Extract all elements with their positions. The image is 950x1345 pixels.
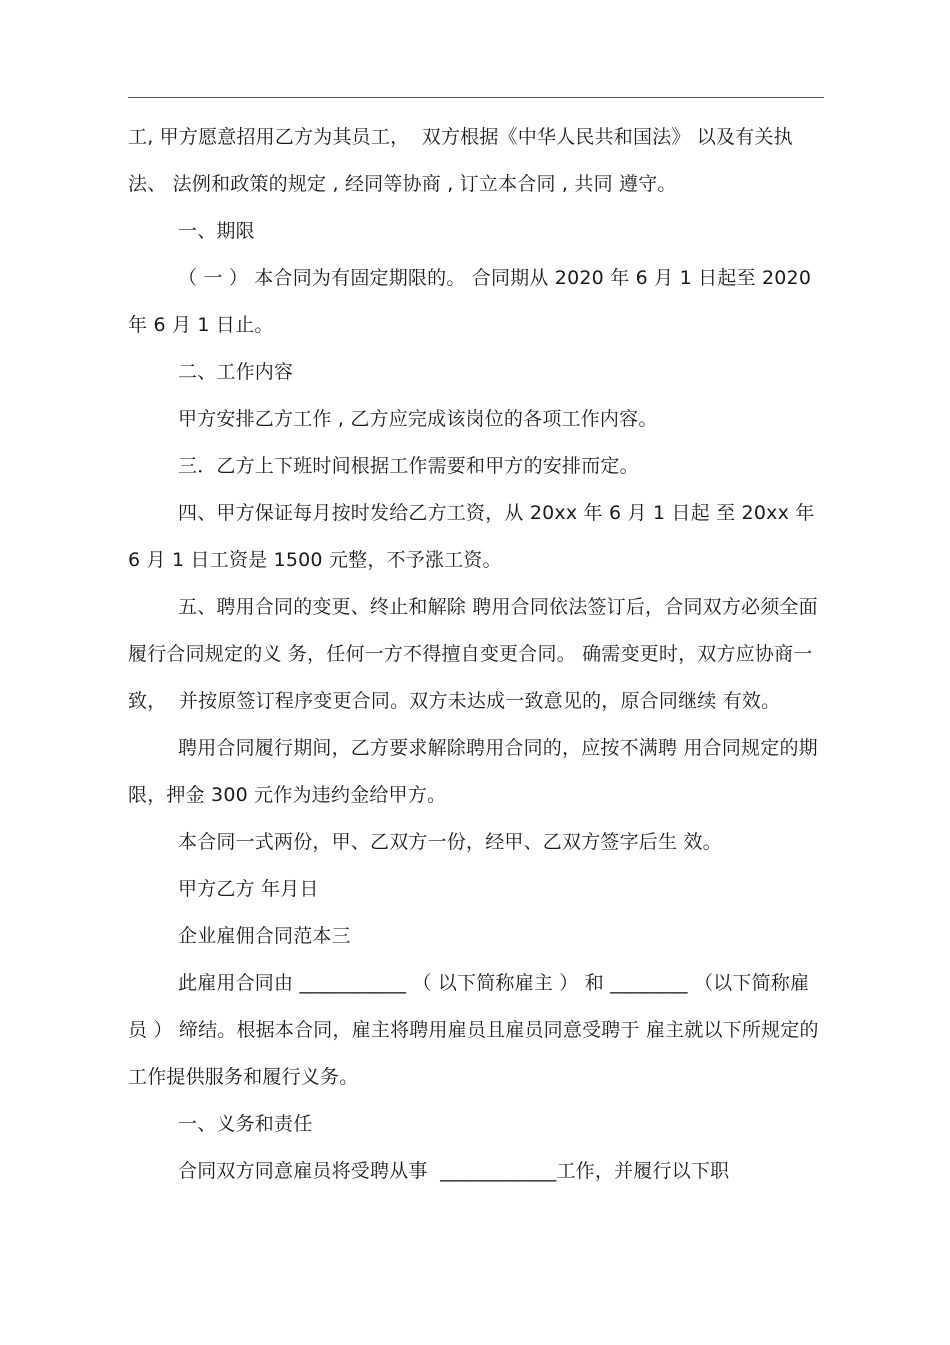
- section-heading-duties: 一、义务和责任: [178, 1113, 313, 1135]
- paragraph-parties: 此雇用合同由 ___________ （ 以下简称雇主 ） 和 ________ （以下简称雇员 ） 缔结。根据本合同，雇主将聘用雇员且雇员同意受聘于 雇主就以下所规定的工作提供服务和履行义务。: [128, 972, 819, 1088]
- paragraph-early-termination: 聘用合同履行期间，乙方要求解除聘用合同的，应按不满聘 用合同规定的期限，押金 300 元作为违约金给甲方。: [128, 737, 818, 806]
- paragraph-work-content: 甲方安排乙方工作 , 乙方应完成该岗位的各项工作内容。: [178, 408, 658, 430]
- paragraph-duties: 合同双方同意雇员将受聘从事 ____________工作，并履行以下职: [178, 1160, 730, 1182]
- paragraph-copies: 本合同一式两份，甲、乙双方一份，经甲、乙双方签字后生 效。: [178, 831, 722, 853]
- section-heading-term: 一、期限: [178, 220, 255, 242]
- document-body: [128, 114, 824, 1195]
- section-heading-work-content: 二、工作内容: [178, 361, 294, 383]
- paragraph-working-hours: 三．乙方上下班时间根据工作需要和甲方的安排而定。: [178, 455, 639, 477]
- header-divider: [128, 97, 824, 98]
- paragraph-salary: 四、甲方保证每月按时发给乙方工资，从 20xx 年 6 月 1 日起 至 20xx 年 6 月 1 日工资是 1500 元整，不予涨工资。: [128, 502, 821, 571]
- signature-line: 甲方乙方 年月日: [178, 878, 319, 900]
- paragraph-contract-changes: 五、聘用合同的变更、终止和解除 聘用合同依法签订后，合同双方必须全面履行合同规定的义 务，任何一方不得擅自变更合同。 确需变更时，双方应协商一致， 并按原签订程序变更合同。双方未达成一致意见的，原合同继续 有效。: [128, 596, 818, 712]
- paragraph-intro-continuation: 工, 甲方愿意招用乙方为其员工， 双方根据《中华人民共和国法》 以及有关执法、 法例和政策的规定 , 经同等协商 , 订立本合同 , 共同 遵守。: [128, 126, 793, 195]
- template-title: 企业雇佣合同范本三: [178, 925, 351, 947]
- paragraph-term-detail: （ 一 ） 本合同为有固定期限的。 合同期从 2020 年 6 月 1 日起至 2020 年 6 月 1 日止。: [128, 267, 818, 336]
